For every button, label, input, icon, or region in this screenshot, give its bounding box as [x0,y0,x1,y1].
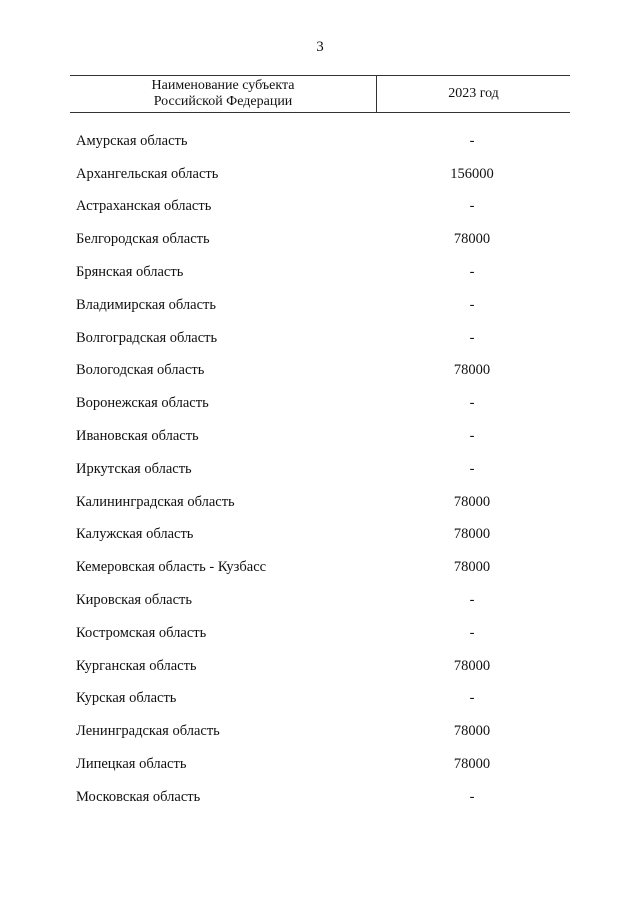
region-name-cell: Воронежская область [76,395,209,412]
year-value-cell: - [469,132,475,149]
region-name-cell: Ивановская область [76,428,199,445]
table-row [70,387,570,420]
header-region-name-line1: Наименование субъекта [151,78,295,93]
header-year: 2023 год [448,86,499,101]
region-name-cell: Ленинградская область [76,723,220,740]
year-value-cell: - [469,198,475,215]
table-row [70,486,570,519]
region-name-cell: Владимирская область [76,296,216,313]
table-row [70,191,570,224]
year-value-cell: - [469,395,475,412]
region-name-cell: Калининградская область [76,493,235,510]
year-value-cell: - [469,264,475,281]
table-row [70,453,570,486]
region-name-cell: Московская область [76,788,201,805]
region-name-cell: Белгородская область [76,231,210,248]
table-row [70,617,570,650]
year-value-cell: 78000 [453,526,491,543]
year-value-cell: - [469,592,475,609]
table-row [70,256,570,289]
year-value-cell: - [469,296,475,313]
region-table [70,75,570,814]
region-name-cell: Иркутская область [76,460,192,477]
table-body [70,125,570,814]
table-row [70,158,570,191]
region-name-cell: Астраханская область [76,198,212,215]
table-row [70,715,570,748]
year-value-cell: 78000 [453,657,491,674]
table-row [70,551,570,584]
year-value-cell: 78000 [453,559,491,576]
region-name-cell: Вологодская область [76,362,205,379]
header-region-name [70,76,377,112]
table-row [70,519,570,552]
table-header [70,75,570,113]
region-name-cell: Архангельская область [76,165,219,182]
year-value-cell: 78000 [453,362,491,379]
table-row [70,748,570,781]
region-name-cell: Костромская область [76,624,207,641]
year-value-cell: 156000 [450,165,494,182]
region-name-cell: Брянская область [76,264,184,281]
region-name-cell: Амурская область [76,132,188,149]
year-value-cell: - [469,788,475,805]
year-value-cell: - [469,624,475,641]
table-row [70,223,570,256]
region-name-cell: Курганская область [76,657,197,674]
table-row [70,125,570,158]
year-value-cell: - [469,428,475,445]
table-row [70,289,570,322]
year-value-cell: - [469,329,475,346]
region-name-cell: Кемеровская область - Кузбасс [76,559,267,576]
table-row [70,650,570,683]
table-row [70,420,570,453]
region-name-cell: Кировская область [76,592,193,609]
region-name-cell: Волгоградская область [76,329,218,346]
table-row [70,355,570,388]
table-row [70,683,570,716]
year-value-cell: 78000 [453,756,491,773]
year-value-cell: - [469,690,475,707]
table-row [70,322,570,355]
table-row [70,781,570,814]
year-value-cell: 78000 [453,493,491,510]
year-value-cell: 78000 [453,231,491,248]
page-number: 3 [316,39,324,55]
region-name-cell: Липецкая область [76,756,187,773]
region-name-cell: Калужская область [76,526,194,543]
region-name-cell: Курская область [76,690,177,707]
year-value-cell: - [469,460,475,477]
header-region-name-line2: Российской Федерации [153,94,293,109]
table-row [70,584,570,617]
year-value-cell: 78000 [453,723,491,740]
